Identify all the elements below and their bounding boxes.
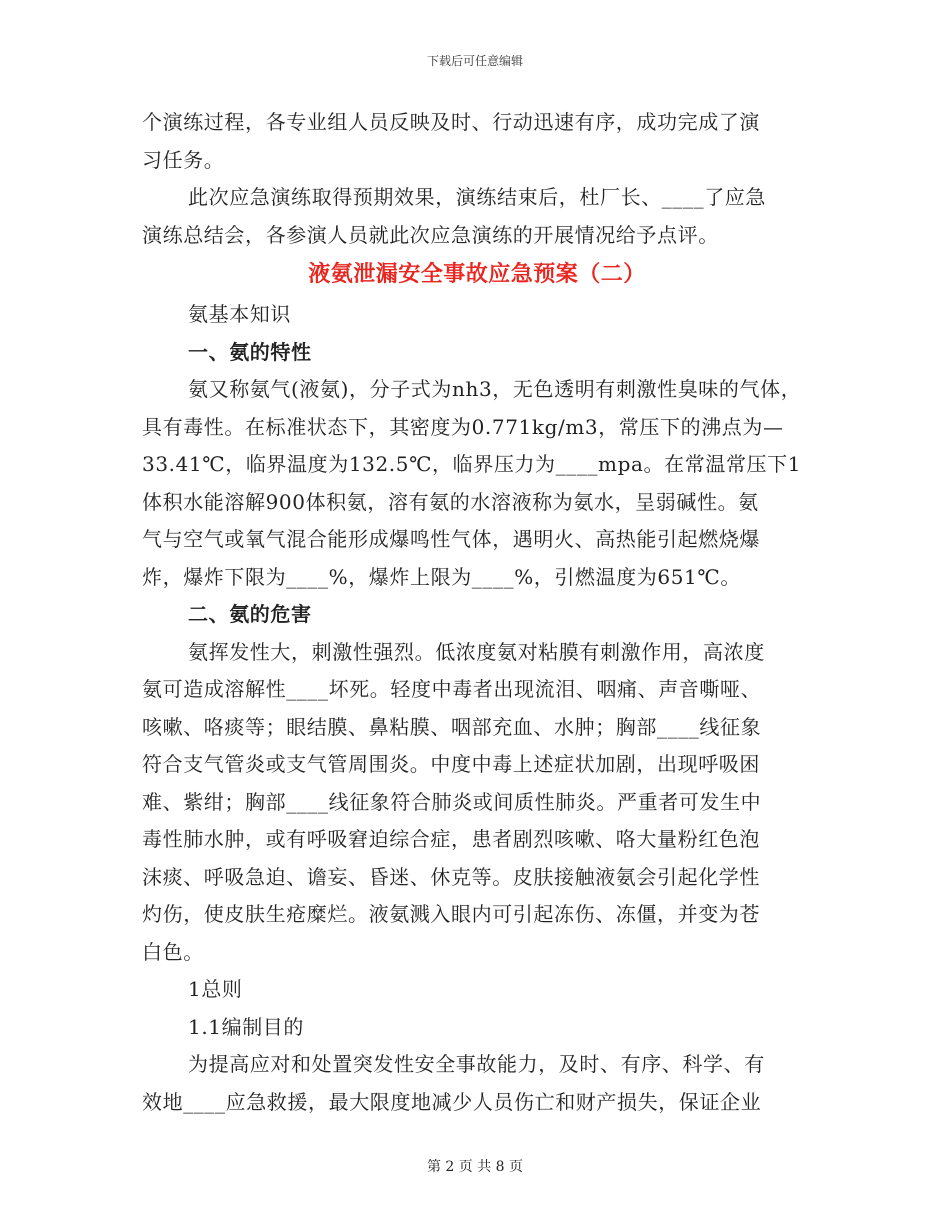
paragraph-line: 毒性肺水肿，或有呼吸窘迫综合症，患者剧烈咳嗽、咯大量粉红色泡 — [142, 827, 760, 851]
page-header: 下载后可任意编辑 — [426, 54, 523, 68]
paragraph-line: 氨可造成溶解性____坏死。轻度中毒者出现流泪、咽痛、声音嘶哑、 — [142, 677, 762, 701]
paragraph-line: 此次应急演练取得预期效果，演练结束后，杜厂长、____了应急 — [188, 185, 766, 209]
paragraph-line: 气与空气或氧气混合能形成爆鸣性气体，遇明火、高热能引起燃烧爆 — [142, 527, 760, 551]
paragraph-line: 符合支气管炎或支气管周围炎。中度中毒上述症状加剧，出现呼吸困 — [142, 752, 760, 776]
paragraph-line: 33.41℃，临界温度为132.5℃，临界压力为____mpa。在常温常压下1 — [142, 452, 802, 476]
paragraph-line: 炸，爆炸下限为____%，爆炸上限为____%，引燃温度为651℃。 — [142, 564, 741, 589]
section-label: 氨基本知识 — [188, 302, 291, 326]
paragraph-line: 咳嗽、咯痰等；眼结膜、鼻粘膜、咽部充血、水肿；胸部____线征象 — [142, 714, 762, 739]
paragraph-line: 为提高应对和处置突发性安全事故能力，及时、有序、科学、有 — [188, 1052, 765, 1076]
paragraph-line: 体积水能溶解900体积氨，溶有氨的水溶液称为氨水，呈弱碱性。氨 — [142, 489, 759, 514]
paragraph-line: 演练总结会，各参演人员就此次应急演练的开展情况给予点评。 — [142, 222, 719, 247]
paragraph-line: 难、紫绀；胸部____线征象符合肺炎或间质性肺炎。严重者可发生中 — [142, 789, 762, 814]
paragraph-line: 氨又称氨气(液氨)，分子式为nh3，无色透明有刺激性臭味的气体， — [188, 377, 802, 401]
document-title: 液氨泄漏安全事故应急预案（二） — [308, 261, 646, 287]
paragraph-line: 白色。 — [142, 939, 204, 964]
section-heading: 一、氨的特性 — [188, 339, 312, 364]
paragraph-line: 灼伤，使皮肤生疮糜烂。液氨溅入眼内可引起冻伤、冻僵，并变为苍 — [142, 902, 760, 926]
paragraph-line: 具有毒性。在标准状态下，其密度为0.771kg/m3，常压下的沸点为— — [142, 414, 784, 439]
section-heading: 二、氨的危害 — [188, 602, 312, 626]
paragraph-line: 个演练过程，各专业组人员反映及时、行动迅速有序，成功完成了演 — [142, 110, 760, 134]
page-footer: 第 2 页 共 8 页 — [426, 1159, 524, 1175]
paragraph-line: 沫痰、呼吸急迫、谵妄、昏迷、休克等。皮肤接触液氨会引起化学性 — [142, 864, 760, 889]
section-label: 1.1编制目的 — [188, 1014, 305, 1039]
paragraph-line: 效地____应急救援，最大限度地减少人员伤亡和财产损失，保证企业 — [142, 1089, 762, 1114]
paragraph-line: 氨挥发性大，刺激性强烈。低浓度氨对粘膜有刺激作用，高浓度 — [188, 639, 765, 664]
document-body — [142, 104, 832, 1121]
paragraph-line: 习任务。 — [142, 147, 225, 172]
section-label: 1总则 — [188, 977, 243, 1001]
